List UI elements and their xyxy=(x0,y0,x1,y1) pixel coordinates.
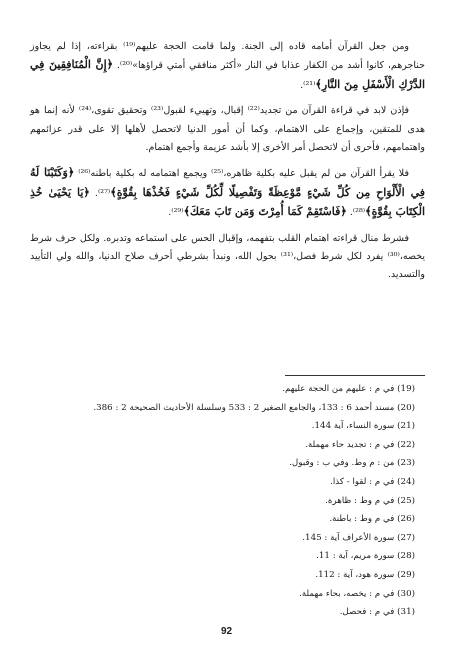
footnote-ref: ⁽²¹⁾. xyxy=(300,79,316,91)
footnote: (21) سورة النساء، آية 144. xyxy=(311,421,415,432)
quran-verse: ﴿فَاسْتَقِمْ كَمَا أُمِرْتَ وَمَن تَابَ مَعَكَ﴾ xyxy=(183,205,347,219)
footnote: (25) في م وط : ظاهرة. xyxy=(325,495,415,506)
paragraph-2: فإذن لابد في قراءة القرآن من تجديد⁽²²⁾ إقبال، وتهييء لقبول⁽²³⁾ وتحقيق تقوى،⁽²⁴⁾ لأنه إنما هو هدى للمتقين، وإجماع على الاهتمام، وكما أن أمور الدنيا لاتحصل لأهلها إلا على قدر عزائمهم واهتمامهم، فأحرى أن لاتحصل أمر الأخرى إلا بأشد عزيمة وأجمع اهتمام. xyxy=(30,105,425,154)
quran-verse: ﴿إِنَّ الْمُنَافِقِينَ فِي الدَّرْكِ الْأَسْفَلِ مِنَ النَّارِ﴾ xyxy=(30,58,425,91)
paragraph-1-text: ومن جعل القرآن أمامه قاده إلى الجنة. ولما قامت الحجة عليهم⁽¹⁹⁾ بقراءته، إذا لم يجاوز حناجرهم، كانوا أشد من الكفار عذابا في النار «أكثر منافقي أمتي قراؤها»⁽²⁰⁾. xyxy=(30,41,425,72)
footnote-separator xyxy=(285,375,425,376)
main-text xyxy=(30,38,425,292)
quran-verse: ﴿وَكَتَبْنَا لَهُ فِي الْأَلْوَاحِ مِن كُلِّ شَيْءٍ مَّوْعِظَةً وَتَفْصِيلًا لِّكُلِّ شَيْءٍ فَخُذْهَا بِقُوَّةٍ﴾ xyxy=(30,166,425,199)
paragraph-3-text: فلا يقرأ القرآن من لم يقبل عليه بكلية ظاهره،⁽²⁵⁾ ويجمع اهتمامه له بكلية باطنه⁽²⁶⁾ xyxy=(74,168,410,180)
footnote: (24) في م : لقوا - كذا. xyxy=(330,476,415,487)
footnote: (26) في م وط : باطنة. xyxy=(329,514,415,525)
footnote: (19) في م : عليهم من الحجة عليهم. xyxy=(282,384,415,394)
paragraph-4: فشرط منال قراءته اهتمام القلب بتفهمه، وإقبال الحس على استماعه وتدبره. ولكل حرف شرط يخصه،⁽³⁰⁾ يفرد لكل شرط فصل،⁽³¹⁾ بحول الله، ونبدأ بشرطي أحرف صلاح الدنيا، والله ولي التأييد والتسديد. xyxy=(30,232,425,281)
page-number: 92 xyxy=(220,626,233,637)
quran-verse: ﴿يَا يَحْيَىٰ خُذِ الْكِتَابَ بِقُوَّةٍ﴾ xyxy=(30,185,425,219)
footnotes-list xyxy=(30,380,415,622)
footnote: (27) سورة الأعراف آية : 145. xyxy=(302,532,415,543)
footnote: (29) سورة هود، آية : 112. xyxy=(315,569,415,580)
footnote: (22) في م : تجديد حاء مهملة. xyxy=(305,439,415,450)
footnote-ref: ⁽²⁸⁾. xyxy=(346,207,366,219)
footnote: (20) مسند أحمد 6 : 133، والجامع الصغير 2 : 533 وسلسلة الأحاديث الصحيحة 2 : 386. xyxy=(93,402,415,413)
paragraph-1 xyxy=(30,38,425,95)
footnote: (23) من : م وط. وفي ب : وقبول. xyxy=(289,458,415,469)
footnote-ref: ⁽²⁹⁾. xyxy=(168,207,184,219)
footnote: (30) في م : يخصه، بحاء مهملة. xyxy=(299,588,415,599)
footnote: (31) في م : فحصل. xyxy=(339,607,415,618)
paragraph-3 xyxy=(30,164,425,222)
footnote-ref: ⁽²⁷⁾. xyxy=(89,187,111,199)
footnote: (28) سورة مريم، آية : 11. xyxy=(316,551,415,562)
